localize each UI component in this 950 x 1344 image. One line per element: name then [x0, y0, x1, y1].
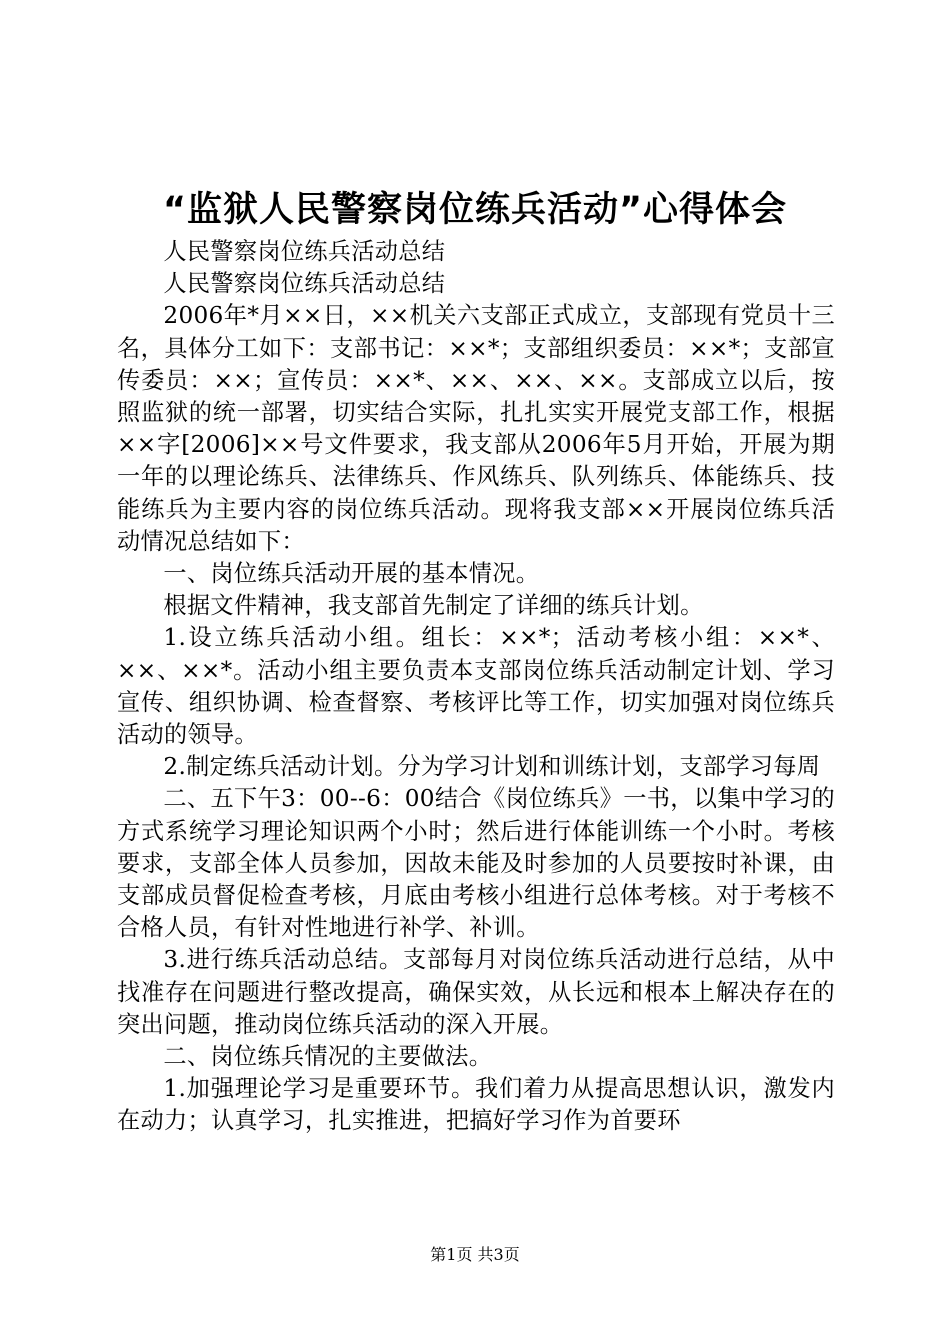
paragraph-subtitle-2: 人民警察岗位练兵活动总结	[163, 270, 446, 298]
document-title: “监狱人民警察岗位练兵活动”心得体会	[162, 190, 787, 230]
paragraph: 根据文件精神，我支部首先制定了详细的练兵计划。	[163, 592, 704, 620]
document-body	[117, 236, 835, 1138]
paragraph: 1.加强理论学习是重要环节。我们着力从提高思想认识，激发内在动力；认真学习，扎实推进，把搞好学习作为首要环	[117, 1075, 835, 1135]
paragraph: 3.进行练兵活动总结。支部每月对岗位练兵活动进行总结，从中找准存在问题进行整改提高，确保实效，从长远和根本上解决存在的突出问题，推动岗位练兵活动的深入开展。	[117, 946, 835, 1038]
section-heading-2: 二、岗位练兵情况的主要做法。	[163, 1043, 493, 1071]
paragraph-subtitle-1: 人民警察岗位练兵活动总结	[163, 238, 446, 265]
paragraph: 2.制定练兵活动计划。分为学习计划和训练计划，支部学习每周	[163, 753, 821, 781]
page-footer: 第1页 共3页	[430, 1245, 520, 1264]
paragraph-intro: 2006年*月××日，××机关六支部正式成立，支部现有党员十三名，具体分工如下：支部书记：××*；支部组织委员：××*；支部宣传委员：××；宣传员：××*、××、××、××。支部成立以后，按照监狱的统一部署，切实结合实际，扎扎实实开展党支部工作，根据××字[2006]××号文件要求，我支部从2006年5月开始，开展为期一年的以理论练兵、法律练兵、作风练兵、队列练兵、体能练兵、技能练兵为主要内容的岗位练兵活动。现将我支部××开展岗位练兵活动情况总结如下：	[117, 302, 835, 555]
paragraph: 1.设立练兵活动小组。组长：××*；活动考核小组：××*、××、××*。活动小组主要负责本支部岗位练兵活动制定计划、学习宣传、组织协调、检查督察、考核评比等工作，切实加强对岗位练兵活动的领导。	[117, 624, 835, 749]
section-heading-1: 一、岗位练兵活动开展的基本情况。	[163, 560, 540, 588]
paragraph: 二、五下午3：00--6：00结合《岗位练兵》一书，以集中学习的方式系统学习理论知识两个小时；然后进行体能训练一个小时。考核要求，支部全体人员参加，因故未能及时参加的人员要按时补课，由支部成员督促检查考核，月底由考核小组进行总体考核。对于考核不合格人员，有针对性地进行补学、补训。	[117, 785, 835, 942]
